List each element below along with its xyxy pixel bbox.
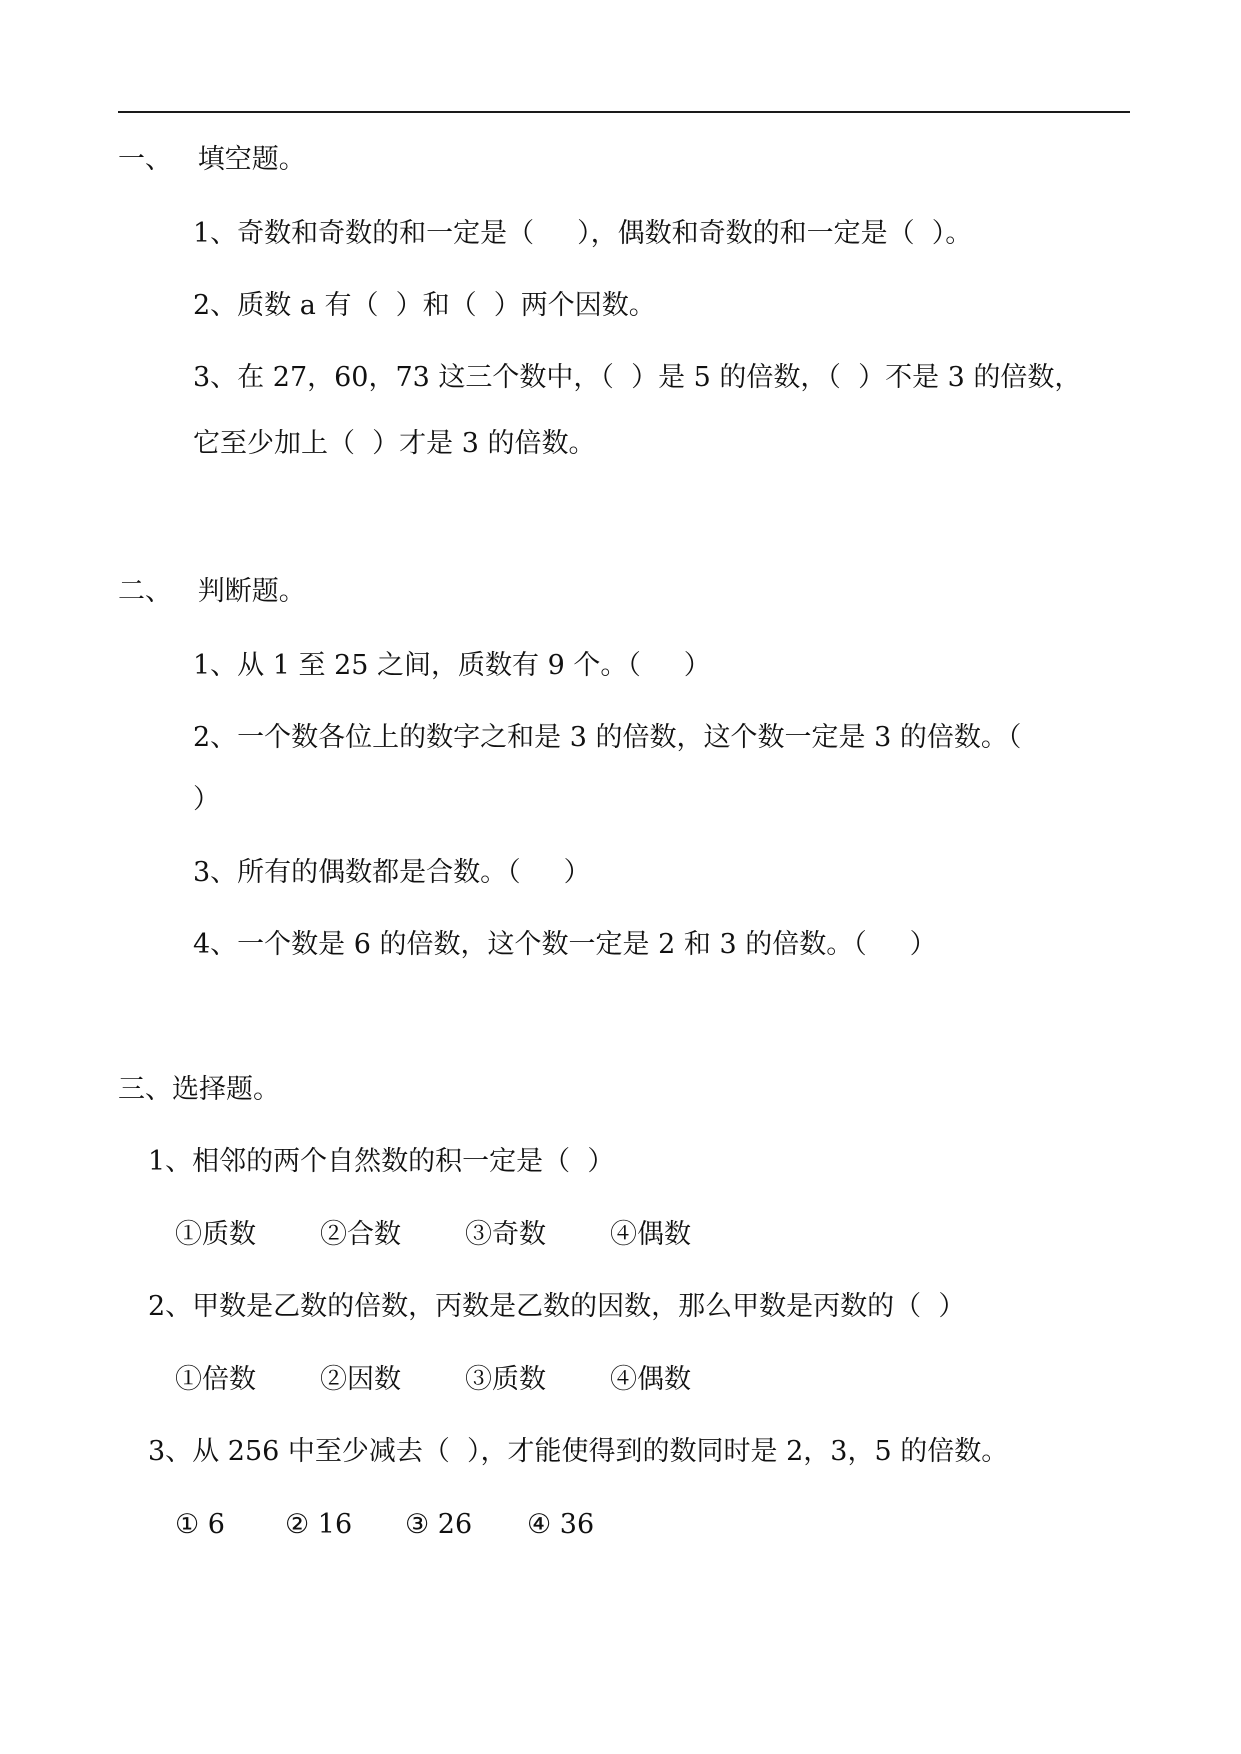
fill-blank-question-3: 3、在 27，60，73 这三个数中，（ ）是 5 的倍数，（ ）不是 3 的倍数， (193, 362, 1082, 393)
option-2: ② 16 (285, 1509, 353, 1540)
option-4: ④偶数 (610, 1364, 691, 1395)
header-rule (118, 111, 1130, 113)
section-heading-true-false: 二、 判断题。 (118, 576, 306, 607)
option-3: ③ 26 (405, 1509, 473, 1540)
option-2: ②因数 (320, 1364, 401, 1395)
option-3: ③质数 (465, 1364, 546, 1395)
section-heading-multiple-choice: 三、选择题。 (118, 1074, 280, 1105)
true-false-question-2: 2、一个数各位上的数字之和是 3 的倍数，这个数一定是 3 的倍数。（ (193, 722, 1022, 753)
option-3: ③奇数 (465, 1219, 546, 1250)
option-1: ①倍数 (175, 1364, 256, 1395)
option-1: ①质数 (175, 1219, 256, 1250)
section-heading-fill-blank: 一、 填空题。 (118, 144, 306, 175)
true-false-question-1: 1、从 1 至 25 之间，质数有 9 个。（ ） (193, 650, 711, 681)
choice-question-2: 2、甲数是乙数的倍数，丙数是乙数的因数，那么甲数是丙数的（ ） (148, 1291, 966, 1322)
fill-blank-question-1: 1、奇数和奇数的和一定是（ ），偶数和奇数的和一定是（ ）。 (193, 218, 973, 249)
choice-question-1: 1、相邻的两个自然数的积一定是（ ） (148, 1146, 615, 1177)
option-4: ④偶数 (610, 1219, 691, 1250)
option-1: ① 6 (175, 1509, 225, 1540)
fill-blank-question-3-continued: 它至少加上（ ）才是 3 的倍数。 (193, 428, 596, 459)
choice-question-3: 3、从 256 中至少减去（ ），才能使得到的数同时是 2，3，5 的倍数。 (148, 1436, 1009, 1467)
true-false-question-3: 3、所有的偶数都是合数。（ ） (193, 857, 591, 888)
true-false-question-2-continued: ） (193, 784, 220, 815)
true-false-question-4: 4、一个数是 6 的倍数，这个数一定是 2 和 3 的倍数。（ ） (193, 929, 937, 960)
option-2: ②合数 (320, 1219, 401, 1250)
fill-blank-question-2: 2、质数 a 有（ ）和（ ）两个因数。 (193, 290, 656, 321)
option-4: ④ 36 (527, 1509, 595, 1540)
